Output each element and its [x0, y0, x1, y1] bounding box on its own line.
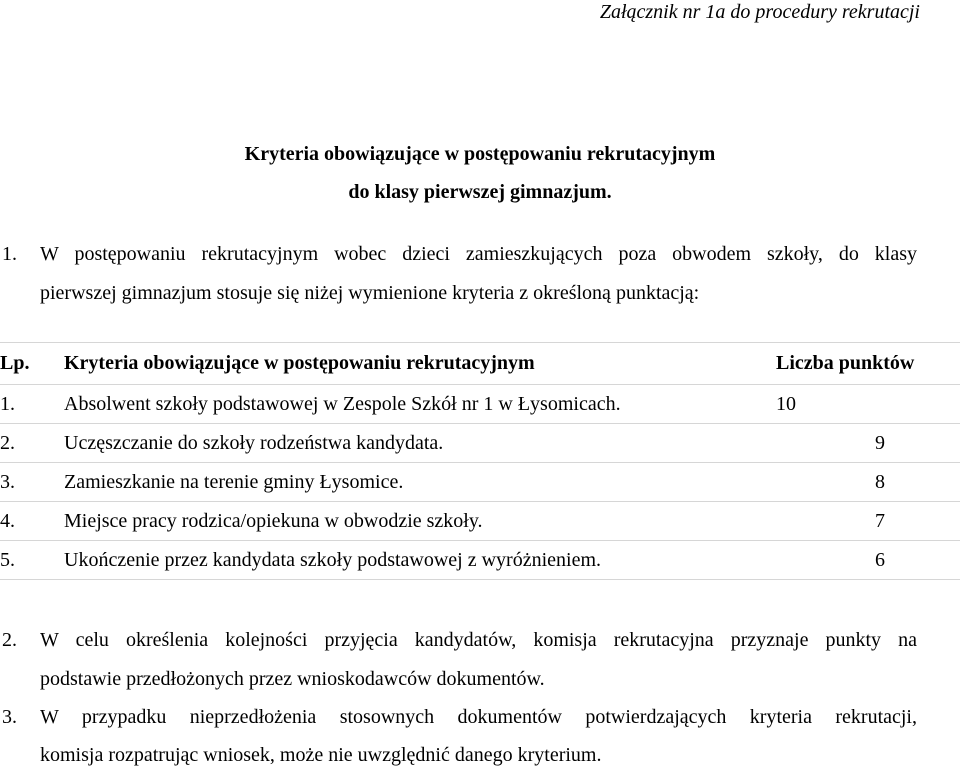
- section-3-line1: W przypadku nieprzedłożenia stosownych dokumentów potwierdzających kryteria rekrutacji,: [40, 706, 917, 728]
- row-criterion: Miejsce pracy rodzica/opiekuna w obwodzie szkoły.: [64, 502, 776, 541]
- table-header-row: [0, 343, 960, 385]
- section-3-line2: komisja rozpatrując wniosek, może nie uwzględnić danego kryterium.: [40, 744, 602, 766]
- row-lp: 4.: [0, 502, 64, 541]
- document-title-line1: Kryteria obowiązujące w postępowaniu rekrutacyjnym: [244, 143, 716, 165]
- row-points: 10: [776, 385, 960, 424]
- row-points: 8: [776, 463, 960, 502]
- section-2: [0, 629, 960, 699]
- section-3: [0, 706, 960, 776]
- annex-prefix: Załącznik nr 1: [599, 1, 716, 23]
- row-lp: 3.: [0, 463, 64, 502]
- table-row: [0, 541, 960, 580]
- table-row: [0, 424, 960, 463]
- section-2-line2: podstawie przedłożonych przez wnioskodawców dokumentów.: [40, 668, 545, 690]
- row-criterion: Zamieszkanie na terenie gminy Łysomice.: [64, 463, 776, 502]
- header-points: Liczba punktów: [776, 343, 960, 385]
- section-2-number: 2.: [2, 629, 17, 651]
- section-1-line2: pierwszej gimnazjum stosuje się niżej wymienione kryteria z określoną punktacją:: [40, 282, 700, 304]
- table-row: [0, 463, 960, 502]
- table-row: [0, 385, 960, 424]
- document-title-line2: do klasy pierwszej gimnazjum.: [348, 181, 612, 203]
- header-lp: Lp.: [0, 343, 64, 385]
- section-1-line1: W postępowaniu rekrutacyjnym wobec dzieci zamieszkujących poza obwodem szkoły, do klasy: [40, 243, 917, 265]
- section-3-number: 3.: [2, 706, 17, 728]
- row-criterion: Ukończenie przez kandydata szkoły podstawowej z wyróżnieniem.: [64, 541, 776, 580]
- section-1-number: 1.: [2, 243, 17, 265]
- row-points: 7: [776, 502, 960, 541]
- section-1: [0, 243, 960, 313]
- row-lp: 1.: [0, 385, 64, 424]
- row-lp: 2.: [0, 424, 64, 463]
- row-criterion: Absolwent szkoły podstawowej w Zespole Szkół nr 1 w Łysomicach.: [64, 385, 776, 424]
- section-2-line1: W celu określenia kolejności przyjęcia kandydatów, komisja rekrutacyjna przyznaje punkty na: [40, 629, 917, 651]
- row-lp: 5.: [0, 541, 64, 580]
- row-criterion: Uczęszczanie do szkoły rodzeństwa kandydata.: [64, 424, 776, 463]
- criteria-table: [0, 342, 960, 580]
- header-criteria: Kryteria obowiązujące w postępowaniu rekrutacyjnym: [64, 343, 776, 385]
- table-row: [0, 502, 960, 541]
- row-points: 6: [776, 541, 960, 580]
- row-points: 9: [776, 424, 960, 463]
- annex-suffix: a do procedury rekrutacji: [715, 1, 920, 23]
- annex-label: [600, 1, 920, 24]
